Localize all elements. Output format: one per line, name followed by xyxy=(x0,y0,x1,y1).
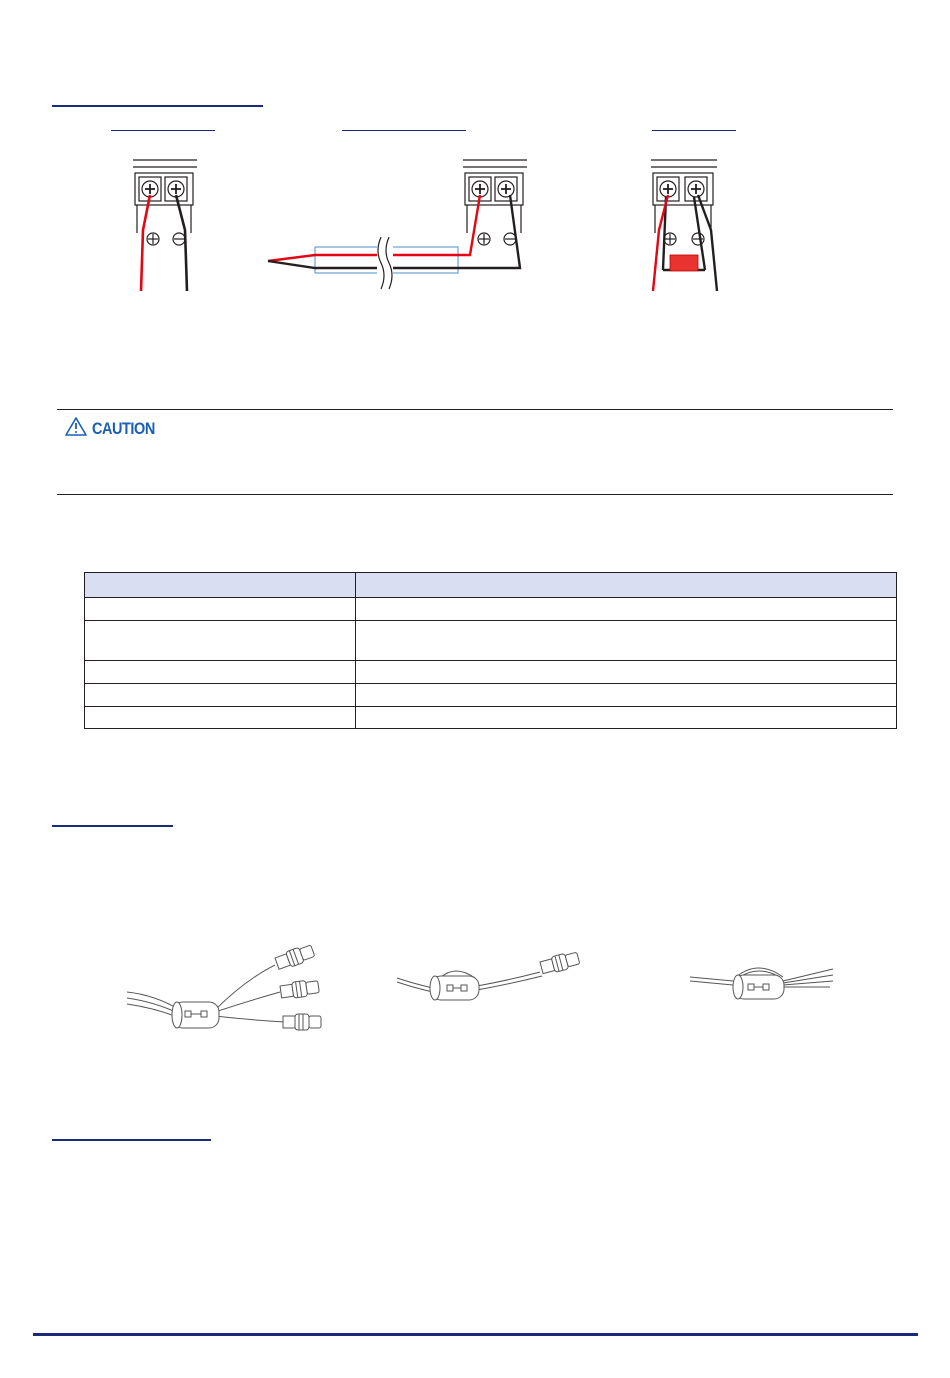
subheading-underline-1 xyxy=(111,130,215,131)
warning-triangle-icon xyxy=(64,416,88,437)
table-cell xyxy=(356,707,897,729)
table-cell xyxy=(356,598,897,621)
table-cell xyxy=(85,707,356,729)
table-row xyxy=(85,684,897,707)
table-row xyxy=(85,661,897,684)
spec-table xyxy=(84,572,897,729)
subheading-underline-3 xyxy=(652,130,736,131)
footer-rule xyxy=(33,1333,918,1336)
ferrite-cable-illustration-2 xyxy=(395,950,590,1010)
table-cell xyxy=(85,684,356,707)
table-row xyxy=(85,707,897,729)
table-cell xyxy=(356,684,897,707)
terminal-wiring-diagram-2 xyxy=(265,155,535,295)
terminal-wiring-diagram-1 xyxy=(125,155,215,295)
table-cell xyxy=(85,661,356,684)
table-cell xyxy=(356,621,897,661)
table-cell xyxy=(85,598,356,621)
caution-label: CAUTION xyxy=(92,419,155,438)
table-header-row xyxy=(85,573,897,598)
terminal-wiring-diagram-3 xyxy=(645,155,735,295)
table-header-cell xyxy=(85,573,356,598)
table-cell xyxy=(85,621,356,661)
table-row xyxy=(85,598,897,621)
ferrite-cable-illustration-1 xyxy=(125,950,330,1040)
section-heading-underline-3 xyxy=(52,1139,211,1141)
subheading-underline-2 xyxy=(342,130,466,131)
table-cell xyxy=(356,661,897,684)
table-header-cell xyxy=(356,573,897,598)
caution-box xyxy=(57,409,893,495)
ferrite-cable-illustration-3 xyxy=(688,955,838,1005)
section-heading-underline-ferrite xyxy=(52,825,173,827)
table-row xyxy=(85,621,897,661)
section-heading-underline-wiring xyxy=(52,105,263,107)
